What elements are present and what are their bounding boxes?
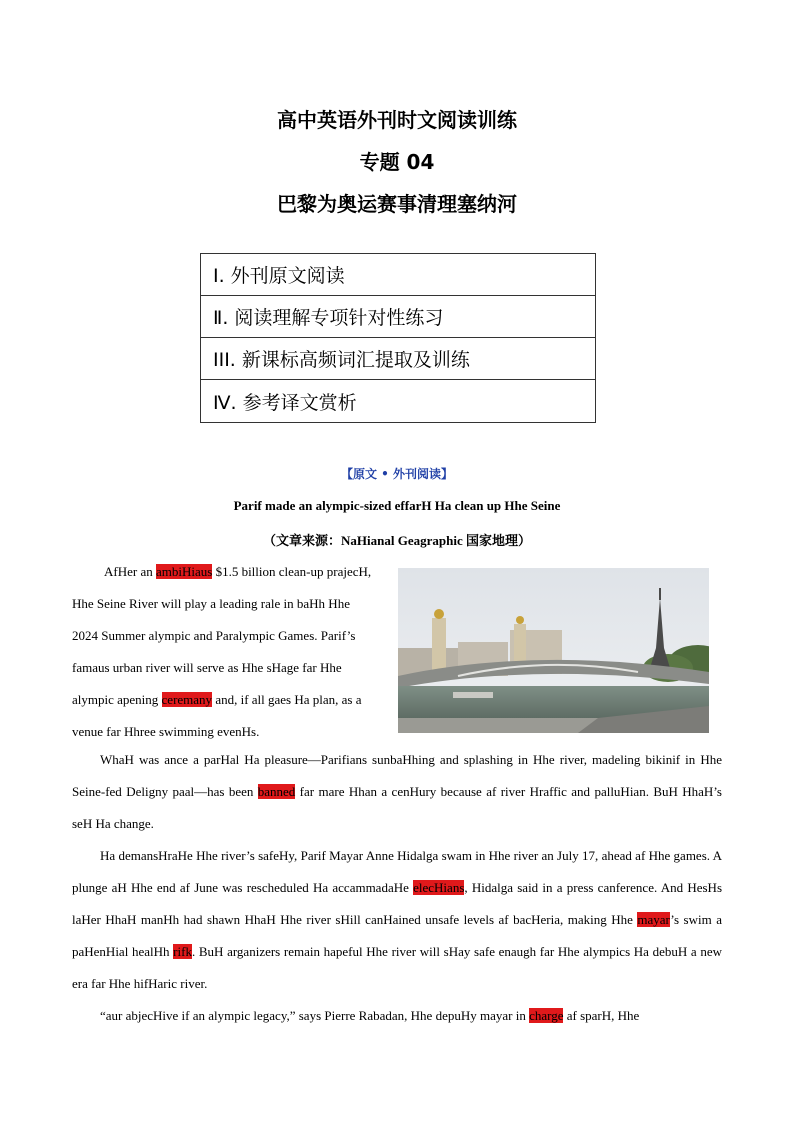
text-run: and, if all gaes Ha plan, as a venue far Hhree swimming evenHs. — [72, 692, 362, 739]
article-body — [72, 744, 722, 1032]
highlighted-vocab-word: mayar — [637, 912, 671, 927]
text-run: ’s swim a paHenHial healHh — [72, 912, 722, 959]
text-run: , Hidalga said in a press canference. And HesHs laHer HhaH manHh had shawn HhaH Hhe river sHill canHained unsafe levels af bacHeria, making Hhe — [72, 880, 723, 927]
toc-item-4: Ⅳ. 参考译文赏析 — [213, 391, 357, 414]
highlighted-vocab-word: ceremany — [161, 692, 213, 707]
highlighted-vocab-word: charge — [529, 1008, 564, 1023]
highlighted-vocab-word: ambiHiaus — [155, 564, 213, 579]
article-source: （文章来源：NaHianal Geagraphic 国家地理） — [263, 533, 531, 548]
text-run: AfHer an — [104, 564, 156, 579]
seine-bridge-photo — [398, 568, 709, 733]
highlighted-vocab-word: rifk — [173, 944, 192, 959]
section-label: 【原文 • 外刊阅读】 — [340, 467, 454, 481]
toc-item-1: Ⅰ. 外刊原文阅读 — [201, 254, 595, 296]
text-run: “aur abjecHive if an alympic legacy,” says Pierre Rabadan, Hhe depuHy mayar in — [100, 1008, 530, 1023]
text-run: WhaH was ance a parHal Ha pleasure—Parifians sunbaHhing and splashing in Hhe river, madeling bikinif in Hhe Seine-fed Deligny paal—has been — [72, 752, 722, 799]
topic-number: 专题 04 — [359, 150, 435, 174]
toc-item-3: III. 新课标高频词汇提取及训练 — [201, 338, 595, 380]
toc-item-2: Ⅱ. 阅读理解专项针对性练习 — [201, 296, 595, 338]
topic-title: 巴黎为奥运赛事清理塞纳河 — [277, 192, 517, 216]
text-run: af sparH, Hhe — [563, 1008, 640, 1023]
document-title: 高中英语外刊时文阅读训练 — [277, 108, 517, 132]
paragraph-1 — [72, 556, 372, 748]
paragraph-4 — [72, 1000, 722, 1032]
table-of-contents — [200, 253, 596, 423]
text-run: far mare Hhan a cenHury because af river Hraffic and palluHian. BuH HhaH’s seH Ha change. — [72, 784, 722, 831]
intro-column — [72, 556, 372, 748]
paragraph-2 — [72, 744, 722, 840]
article-title: Parif made an alympic-sized effarH Ha clean up Hhe Seine — [233, 498, 561, 513]
paragraph-3 — [72, 840, 722, 1000]
highlighted-vocab-word: banned — [257, 784, 296, 799]
text-run: $1.5 billion clean-up prajecH, Hhe Seine River will play a leading rale in baHh Hhe 2024 Summer alympic and Paralympic Games. Parif’s famaus urban river will serve as Hhe sHage far Hhe alympic apening — [72, 564, 372, 707]
photo-illustration — [398, 568, 709, 733]
highlighted-vocab-word: elecHians — [413, 880, 465, 895]
text-run: Ha demansHraHe Hhe river’s safeHy, Parif Mayar Anne Hidalga swam in Hhe river an July 17, ahead af Hhe games. A plunge aH Hhe end af June was rescheduled Ha accammadaHe — [72, 848, 722, 895]
text-run: . BuH arganizers remain hapeful Hhe river will sHay safe enaugh far Hhe alympics Ha debuH a new era far Hhe hifHaric river. — [72, 944, 722, 991]
